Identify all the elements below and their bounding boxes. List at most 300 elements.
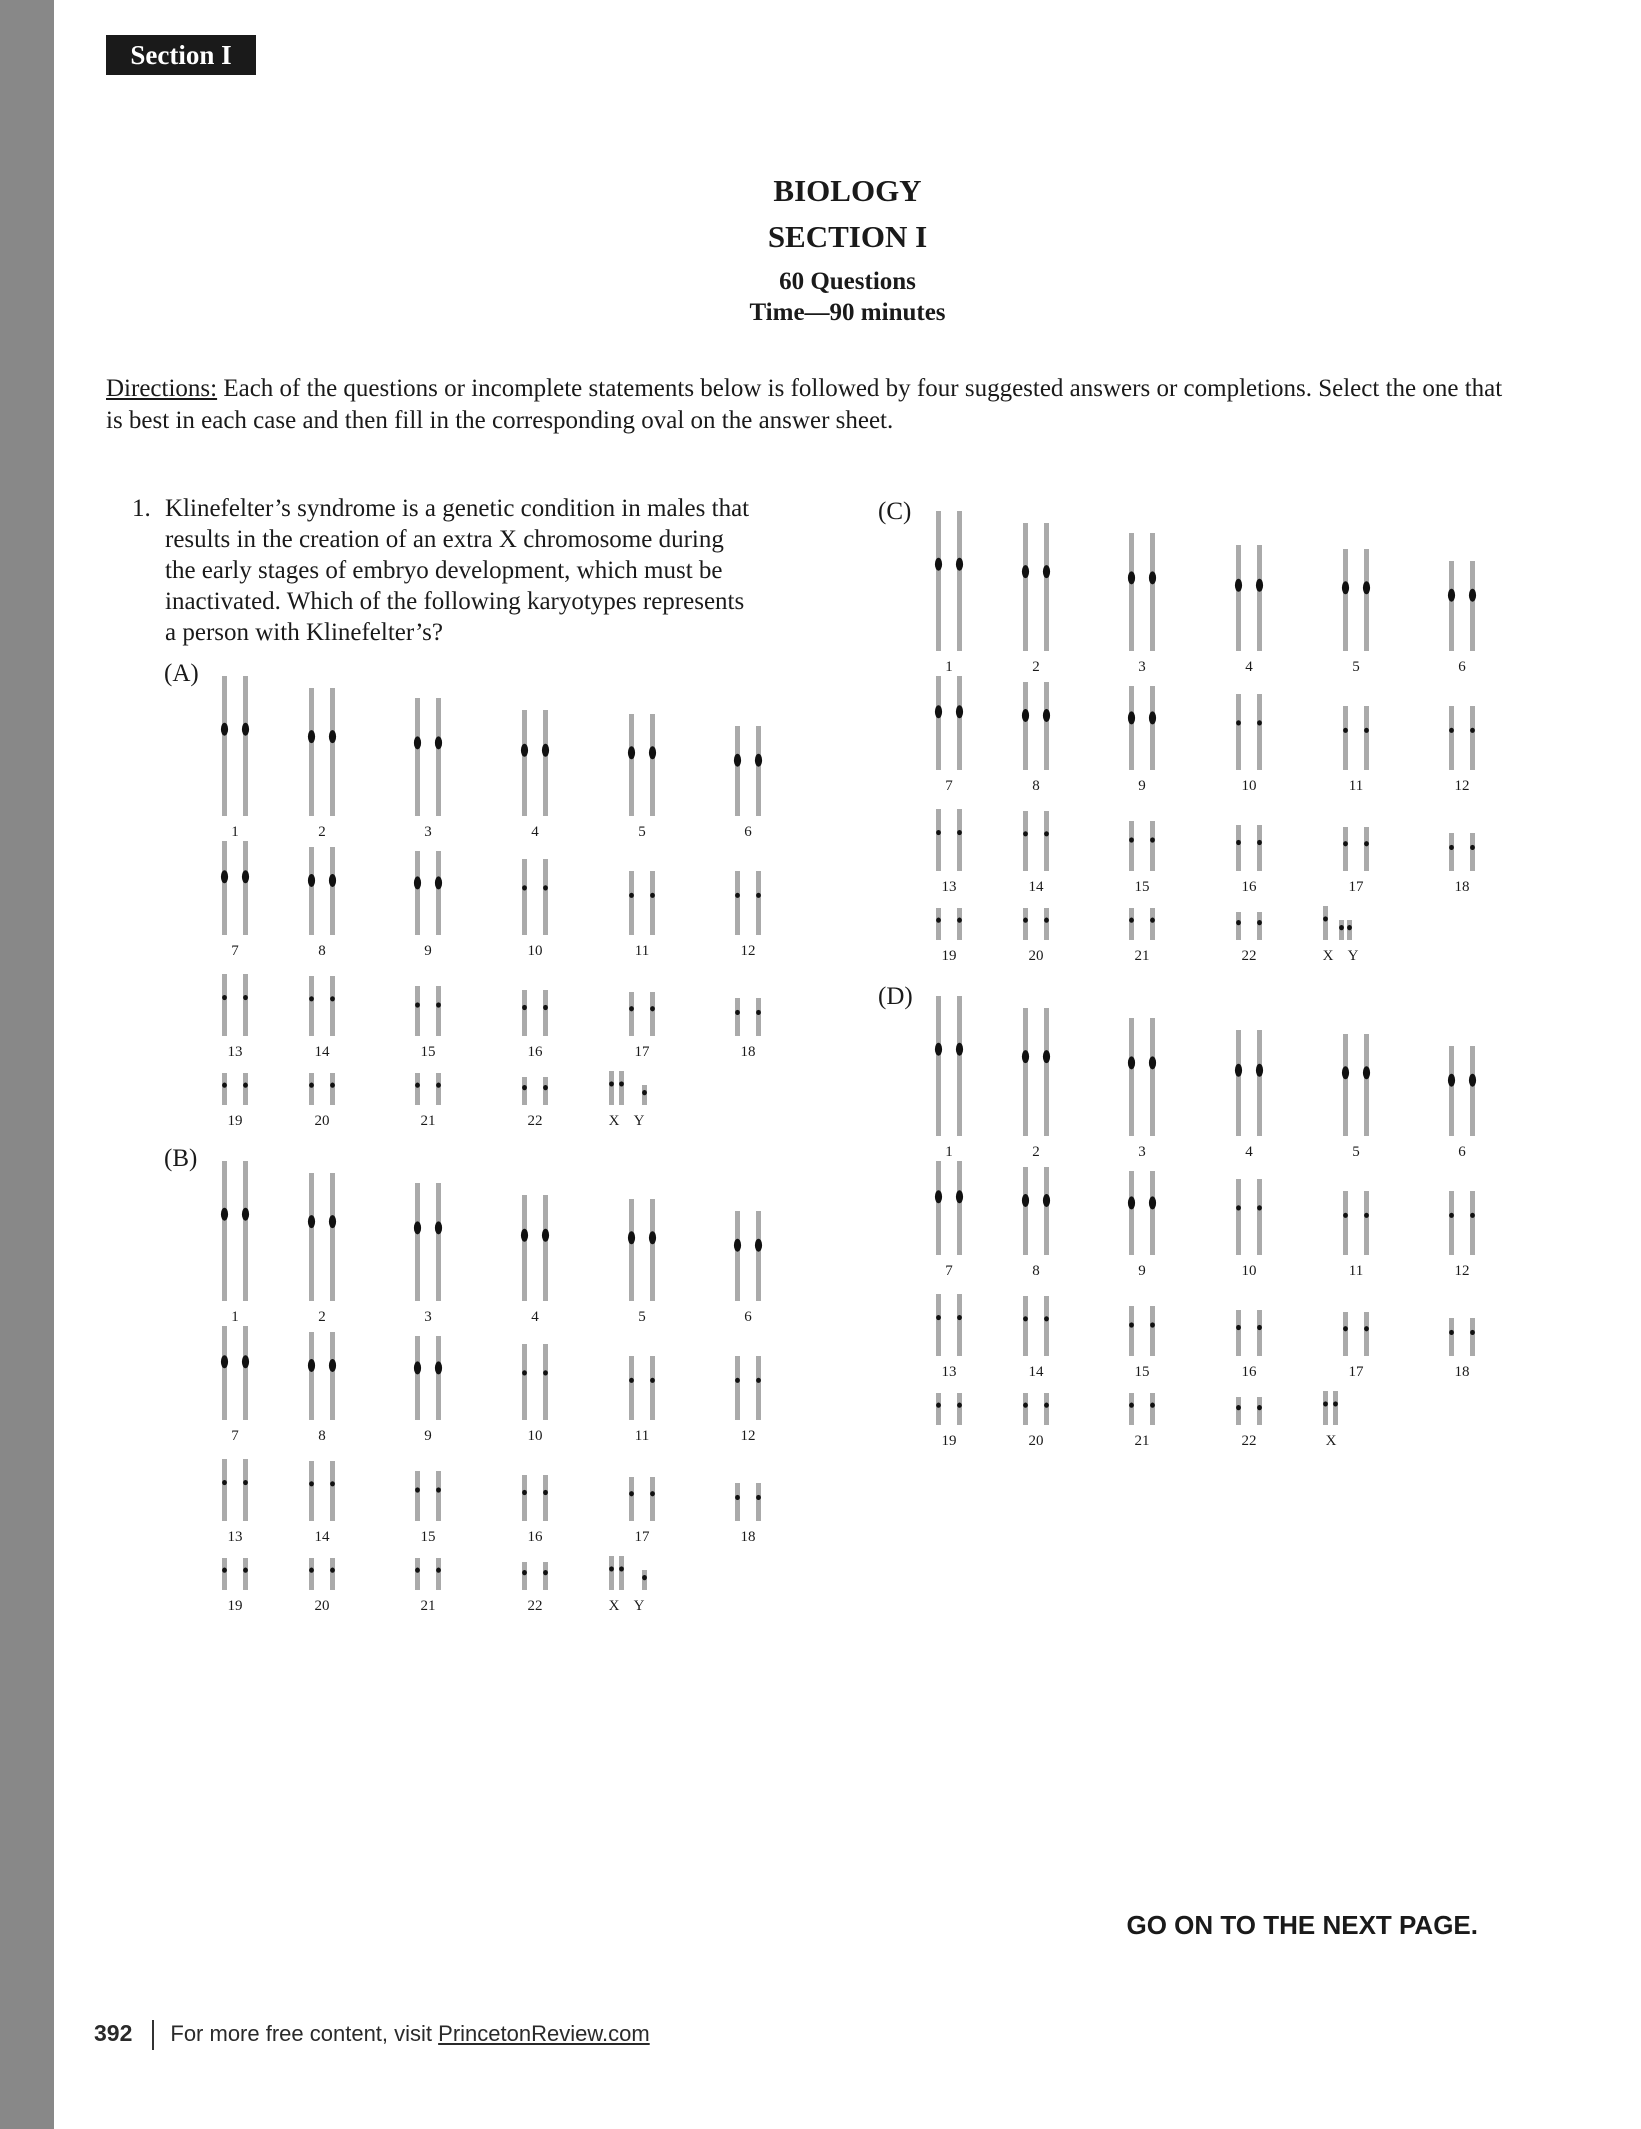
centromere-mark: [1257, 720, 1262, 725]
centromere-mark: [1043, 565, 1050, 578]
chromosome-5-b: [1364, 1034, 1369, 1136]
subject-title: BIOLOGY: [773, 173, 922, 208]
chromosome-16-b: [1257, 825, 1262, 871]
chromosome-label: 20: [314, 1113, 330, 1129]
centromere-mark: [1339, 925, 1344, 930]
chromosome-5-a: [1343, 549, 1348, 651]
chromosome-20-a: [309, 1558, 314, 1590]
centromere-mark: [756, 893, 761, 898]
centromere-mark: [1470, 845, 1475, 850]
chromosome-label: 7: [945, 778, 953, 794]
centromere-mark: [956, 558, 963, 571]
chromosome-19-a: [222, 1558, 227, 1590]
chromosome-5-a: [1343, 1034, 1348, 1136]
chromosome-13-b: [243, 974, 248, 1036]
chromosome-22-b: [543, 1562, 548, 1590]
centromere-mark: [1449, 728, 1454, 733]
page-footer: [94, 2015, 650, 2051]
centromere-mark: [414, 1221, 421, 1234]
chromosome-label: 15: [1134, 1364, 1150, 1380]
footer-text: For more free content, visit: [170, 2021, 439, 2046]
chromosome-3-a: [415, 1183, 420, 1301]
chromosome-14-b: [1044, 811, 1049, 871]
centromere-mark: [242, 1355, 249, 1368]
centromere-mark: [1044, 831, 1049, 836]
directions-text: Each of the questions or incomplete statements below is followed by four suggested answers or completions. Select the one that is best in each case and then fill in the corresponding oval on the answer sheet.: [106, 375, 1503, 434]
centromere-mark: [330, 1083, 335, 1088]
centromere-mark: [650, 1378, 655, 1383]
centromere-mark: [935, 705, 942, 718]
centromere-mark: [1023, 918, 1028, 923]
chromosome-label: 22: [1241, 948, 1257, 964]
chromosome-label: 5: [1352, 659, 1360, 675]
choice-b-label: (B): [164, 1145, 198, 1172]
chromosome-18-a: [1449, 1318, 1454, 1356]
chromosome-15-b: [436, 986, 441, 1036]
centromere-mark: [734, 754, 741, 767]
centromere-mark: [1235, 1064, 1242, 1077]
x-chromosome: [619, 1556, 624, 1590]
chromosome-14-a: [309, 1461, 314, 1521]
chromosome-9-a: [415, 1336, 420, 1420]
chromosome-19-b: [243, 1558, 248, 1590]
centromere-mark: [1364, 728, 1369, 733]
karyotype-a: [221, 676, 762, 1129]
centromere-mark: [329, 730, 336, 743]
chromosome-15-a: [415, 986, 420, 1036]
centromere-mark: [957, 1315, 962, 1320]
chromosome-label: 22: [527, 1113, 543, 1129]
centromere-mark: [1469, 589, 1476, 602]
centromere-mark: [1023, 1403, 1028, 1408]
centromere-mark: [1257, 1205, 1262, 1210]
chromosome-label: 18: [1454, 879, 1470, 895]
karyotype-c: [935, 511, 1476, 964]
centromere-mark: [1323, 1401, 1328, 1406]
centromere-mark: [1236, 840, 1241, 845]
centromere-mark: [435, 1221, 442, 1234]
chromosome-12-b: [1470, 706, 1475, 770]
chromosome-8-b: [1044, 1167, 1049, 1255]
centromere-mark: [543, 1490, 548, 1495]
centromere-mark: [521, 1229, 528, 1242]
centromere-mark: [1044, 1316, 1049, 1321]
chromosome-label: 14: [1028, 879, 1044, 895]
centromere-mark: [1363, 1066, 1370, 1079]
chromosome-label: 6: [744, 824, 752, 840]
chromosome-label: 1: [231, 1309, 239, 1325]
chromosome-12-a: [735, 871, 740, 935]
chromosome-label: 17: [634, 1529, 650, 1545]
chromosome-11-b: [1364, 706, 1369, 770]
centromere-mark: [242, 723, 249, 736]
chromosome-14-a: [1023, 1296, 1028, 1356]
centromere-mark: [329, 1359, 336, 1372]
sex-chromosome-label: Y: [633, 1113, 645, 1129]
centromere-mark: [1256, 1064, 1263, 1077]
centromere-mark: [522, 885, 527, 890]
chromosome-9-b: [1150, 686, 1155, 770]
centromere-mark: [957, 830, 962, 835]
centromere-mark: [936, 830, 941, 835]
chromosome-label: 10: [527, 1428, 543, 1444]
chromosome-17-a: [629, 992, 634, 1036]
x-chromosome: [1323, 1391, 1328, 1425]
chromosome-7-b: [957, 676, 962, 770]
chromosome-22-a: [522, 1077, 527, 1105]
chromosome-13-a: [222, 974, 227, 1036]
centromere-mark: [1448, 1074, 1455, 1087]
chromosome-11-a: [1343, 706, 1348, 770]
chromosome-2-a: [1023, 523, 1028, 651]
chromosome-10-a: [1236, 694, 1241, 770]
chromosome-4-a: [522, 1195, 527, 1301]
centromere-mark: [1129, 837, 1134, 842]
centromere-mark: [415, 1083, 420, 1088]
chromosome-11-a: [1343, 1191, 1348, 1255]
chromosome-1-a: [222, 676, 227, 816]
centromere-mark: [609, 1081, 614, 1086]
chromosome-label: 11: [634, 1428, 650, 1444]
chromosome-label: 19: [941, 948, 957, 964]
chromosome-8-a: [1023, 1167, 1028, 1255]
chromosome-7-b: [243, 1326, 248, 1420]
centromere-mark: [1343, 841, 1348, 846]
chromosome-1-a: [936, 511, 941, 651]
centromere-mark: [935, 1043, 942, 1056]
section-title: SECTION I: [767, 219, 928, 254]
chromosome-label: 22: [527, 1598, 543, 1614]
centromere-mark: [1236, 1205, 1241, 1210]
chromosome-label: 21: [1134, 948, 1150, 964]
centromere-mark: [221, 1355, 228, 1368]
chromosome-8-b: [1044, 682, 1049, 770]
chromosome-15-b: [1150, 821, 1155, 871]
chromosome-1-b: [957, 996, 962, 1136]
centromere-mark: [222, 1480, 227, 1485]
chromosome-15-b: [1150, 1306, 1155, 1356]
section-tab: Section I: [106, 35, 256, 75]
chromosome-22-a: [522, 1562, 527, 1590]
centromere-mark: [1023, 1316, 1028, 1321]
footer-link[interactable]: PrincetonReview.com: [438, 2021, 650, 2046]
chromosome-15-b: [436, 1471, 441, 1521]
centromere-mark: [415, 1487, 420, 1492]
chromosome-label: 12: [740, 943, 756, 959]
chromosome-2-b: [330, 688, 335, 816]
chromosome-3-a: [415, 698, 420, 816]
chromosome-2-a: [309, 1173, 314, 1301]
centromere-mark: [414, 736, 421, 749]
centromere-mark: [242, 870, 249, 883]
centromere-mark: [1323, 916, 1328, 921]
centromere-mark: [415, 1002, 420, 1007]
centromere-mark: [756, 1010, 761, 1015]
centromere-mark: [435, 1361, 442, 1374]
sex-chromosome-label: X: [608, 1598, 620, 1614]
centromere-mark: [309, 1481, 314, 1486]
centromere-mark: [650, 1491, 655, 1496]
centromere-mark: [222, 1083, 227, 1088]
centromere-mark: [1256, 579, 1263, 592]
chromosome-11-a: [629, 1356, 634, 1420]
sex-chromosome-label: X: [1322, 948, 1334, 964]
chromosome-label: 14: [314, 1044, 330, 1060]
chromosome-17-a: [629, 1477, 634, 1521]
chromosome-21-b: [1150, 908, 1155, 940]
centromere-mark: [308, 730, 315, 743]
centromere-mark: [734, 1239, 741, 1252]
chromosome-6-a: [735, 1211, 740, 1301]
centromere-mark: [1043, 1194, 1050, 1207]
chromosome-12-a: [1449, 1191, 1454, 1255]
chromosome-5-a: [629, 714, 634, 816]
chromosome-14-b: [330, 976, 335, 1036]
chromosome-label: 5: [638, 1309, 646, 1325]
chromosome-16-a: [1236, 1310, 1241, 1356]
chromosome-21-b: [436, 1073, 441, 1105]
centromere-mark: [756, 1378, 761, 1383]
chromosome-14-a: [1023, 811, 1028, 871]
chromosome-9-a: [1129, 1171, 1134, 1255]
centromere-mark: [1343, 728, 1348, 733]
centromere-mark: [243, 1568, 248, 1573]
chromosome-21-a: [1129, 1393, 1134, 1425]
centromere-mark: [1022, 709, 1029, 722]
centromere-mark: [1236, 720, 1241, 725]
centromere-mark: [935, 558, 942, 571]
centromere-mark: [735, 1495, 740, 1500]
centromere-mark: [309, 996, 314, 1001]
centromere-mark: [1364, 841, 1369, 846]
centromere-mark: [1257, 1325, 1262, 1330]
chromosome-label: 16: [1241, 1364, 1257, 1380]
chromosome-1-b: [243, 676, 248, 816]
choice-c-label: (C): [878, 498, 912, 525]
chromosome-label: 1: [945, 1144, 953, 1160]
centromere-mark: [1043, 1050, 1050, 1063]
chromosome-4-a: [1236, 545, 1241, 651]
chromosome-2-b: [1044, 1008, 1049, 1136]
centromere-mark: [221, 870, 228, 883]
chromosome-5-b: [650, 714, 655, 816]
chromosome-17-b: [1364, 1312, 1369, 1356]
chromosome-22-b: [1257, 912, 1262, 940]
chromosome-12-a: [735, 1356, 740, 1420]
chromosome-16-a: [1236, 825, 1241, 871]
chromosome-13-b: [243, 1459, 248, 1521]
chromosome-label: 8: [1032, 778, 1040, 794]
centromere-mark: [735, 1010, 740, 1015]
question-count: 60 Questions: [779, 268, 916, 295]
centromere-mark: [221, 723, 228, 736]
centromere-mark: [1236, 1405, 1241, 1410]
chromosome-label: 9: [1138, 778, 1146, 794]
chromosome-22-a: [1236, 912, 1241, 940]
chromosome-22-a: [1236, 1397, 1241, 1425]
centromere-mark: [521, 744, 528, 757]
chromosome-6-a: [1449, 561, 1454, 651]
x-chromosome: [619, 1071, 624, 1105]
centromere-mark: [436, 1083, 441, 1088]
centromere-mark: [1149, 571, 1156, 584]
chromosome-20-a: [1023, 908, 1028, 940]
chromosome-label: 2: [1032, 659, 1040, 675]
centromere-mark: [619, 1566, 624, 1571]
go-on-notice: GO ON TO THE NEXT PAGE.: [1126, 1910, 1478, 1940]
centromere-mark: [1150, 918, 1155, 923]
centromere-mark: [522, 1570, 527, 1575]
centromere-mark: [1448, 589, 1455, 602]
chromosome-label: 18: [740, 1529, 756, 1545]
centromere-mark: [1128, 1056, 1135, 1069]
centromere-mark: [435, 876, 442, 889]
centromere-mark: [1342, 581, 1349, 594]
centromere-mark: [1470, 1330, 1475, 1335]
centromere-mark: [1129, 1403, 1134, 1408]
chromosome-4-b: [543, 710, 548, 816]
chromosome-7-a: [222, 1326, 227, 1420]
chromosome-label: 20: [314, 1598, 330, 1614]
centromere-mark: [936, 1403, 941, 1408]
chromosome-label: 9: [424, 943, 432, 959]
chromosome-10-a: [522, 1344, 527, 1420]
chromosome-label: 12: [1454, 1263, 1470, 1279]
chromosome-4-b: [1257, 1030, 1262, 1136]
centromere-mark: [629, 1378, 634, 1383]
chromosome-20-b: [1044, 1393, 1049, 1425]
centromere-mark: [1129, 918, 1134, 923]
chromosome-label: 20: [1028, 1433, 1044, 1449]
chromosome-label: 18: [740, 1044, 756, 1060]
chromosome-label: 16: [1241, 879, 1257, 895]
chromosome-label: 1: [231, 824, 239, 840]
centromere-mark: [1128, 711, 1135, 724]
chromosome-7-a: [222, 841, 227, 935]
chromosome-6-a: [1449, 1046, 1454, 1136]
chromosome-label: 9: [424, 1428, 432, 1444]
centromere-mark: [243, 1480, 248, 1485]
chromosome-label: 11: [1348, 1263, 1364, 1279]
centromere-mark: [543, 1570, 548, 1575]
centromere-mark: [329, 1215, 336, 1228]
x-chromosome: [1323, 906, 1328, 940]
centromere-mark: [1257, 1405, 1262, 1410]
centromere-mark: [330, 1481, 335, 1486]
chromosome-label: 7: [231, 943, 239, 959]
centromere-mark: [1236, 1325, 1241, 1330]
centromere-mark: [957, 918, 962, 923]
centromere-mark: [243, 995, 248, 1000]
chromosome-12-b: [1470, 1191, 1475, 1255]
centromere-mark: [543, 1085, 548, 1090]
question-text: Klinefelter’s syndrome is a genetic condition in males that results in the creation of an extra X chromosome during the early stages of embryo development, which must be inactivated. Which of the following karyotypes represents a person with Klinefelter’s?: [165, 495, 750, 646]
centromere-mark: [1149, 1056, 1156, 1069]
chromosome-10-b: [1257, 1179, 1262, 1255]
directions-label: Directions:: [106, 375, 218, 402]
centromere-mark: [650, 893, 655, 898]
chromosome-label: 2: [318, 1309, 326, 1325]
chromosome-18-b: [756, 998, 761, 1036]
chromosome-label: 3: [1138, 1144, 1146, 1160]
chromosome-label: 12: [740, 1428, 756, 1444]
chromosome-label: 14: [314, 1529, 330, 1545]
chromosome-5-b: [650, 1199, 655, 1301]
centromere-mark: [1449, 1213, 1454, 1218]
centromere-mark: [542, 1229, 549, 1242]
chromosome-label: 19: [941, 1433, 957, 1449]
chromosome-label: 17: [634, 1044, 650, 1060]
chromosome-label: 2: [318, 824, 326, 840]
chromosome-label: 10: [1241, 778, 1257, 794]
centromere-mark: [1128, 571, 1135, 584]
centromere-mark: [1022, 1194, 1029, 1207]
chromosome-label: 8: [1032, 1263, 1040, 1279]
chromosome-16-b: [1257, 1310, 1262, 1356]
chromosome-label: 13: [227, 1044, 243, 1060]
choice-a-label: (A): [164, 660, 199, 687]
centromere-mark: [1470, 1213, 1475, 1218]
centromere-mark: [1470, 728, 1475, 733]
chromosome-16-b: [543, 1475, 548, 1521]
chromosome-3-b: [436, 698, 441, 816]
chromosome-label: 5: [1352, 1144, 1360, 1160]
karyotype-d: [935, 996, 1476, 1449]
centromere-mark: [1449, 1330, 1454, 1335]
chromosome-5-a: [629, 1199, 634, 1301]
centromere-mark: [629, 893, 634, 898]
chromosome-10-b: [543, 1344, 548, 1420]
centromere-mark: [309, 1568, 314, 1573]
chromosome-9-a: [1129, 686, 1134, 770]
chromosome-label: 21: [420, 1598, 436, 1614]
centromere-mark: [1150, 837, 1155, 842]
centromere-mark: [649, 746, 656, 759]
chromosome-21-a: [415, 1558, 420, 1590]
chromosome-20-b: [330, 1073, 335, 1105]
centromere-mark: [222, 1568, 227, 1573]
chromosome-22-b: [543, 1077, 548, 1105]
chromosome-17-a: [1343, 1312, 1348, 1356]
centromere-mark: [956, 1190, 963, 1203]
centromere-mark: [936, 1315, 941, 1320]
chromosome-10-a: [522, 859, 527, 935]
chromosome-7-a: [936, 676, 941, 770]
x-chromosome: [609, 1556, 614, 1590]
chromosome-4-b: [1257, 545, 1262, 651]
chromosome-6-b: [756, 726, 761, 816]
chromosome-12-b: [756, 871, 761, 935]
chromosome-2-b: [330, 1173, 335, 1301]
chromosome-8-a: [309, 1332, 314, 1420]
chromosome-14-a: [309, 976, 314, 1036]
chromosome-6-a: [735, 726, 740, 816]
time-limit: Time—90 minutes: [749, 299, 946, 326]
centromere-mark: [308, 874, 315, 887]
centromere-mark: [309, 1083, 314, 1088]
chromosome-3-b: [1150, 533, 1155, 651]
centromere-mark: [650, 1006, 655, 1011]
chromosome-label: 13: [227, 1529, 243, 1545]
chromosome-label: 6: [744, 1309, 752, 1325]
chromosome-label: 14: [1028, 1364, 1044, 1380]
centromere-mark: [543, 1005, 548, 1010]
centromere-mark: [1044, 1403, 1049, 1408]
chromosome-10-b: [1257, 694, 1262, 770]
chromosome-label: 16: [527, 1529, 543, 1545]
centromere-mark: [629, 1491, 634, 1496]
chromosome-1-a: [936, 996, 941, 1136]
